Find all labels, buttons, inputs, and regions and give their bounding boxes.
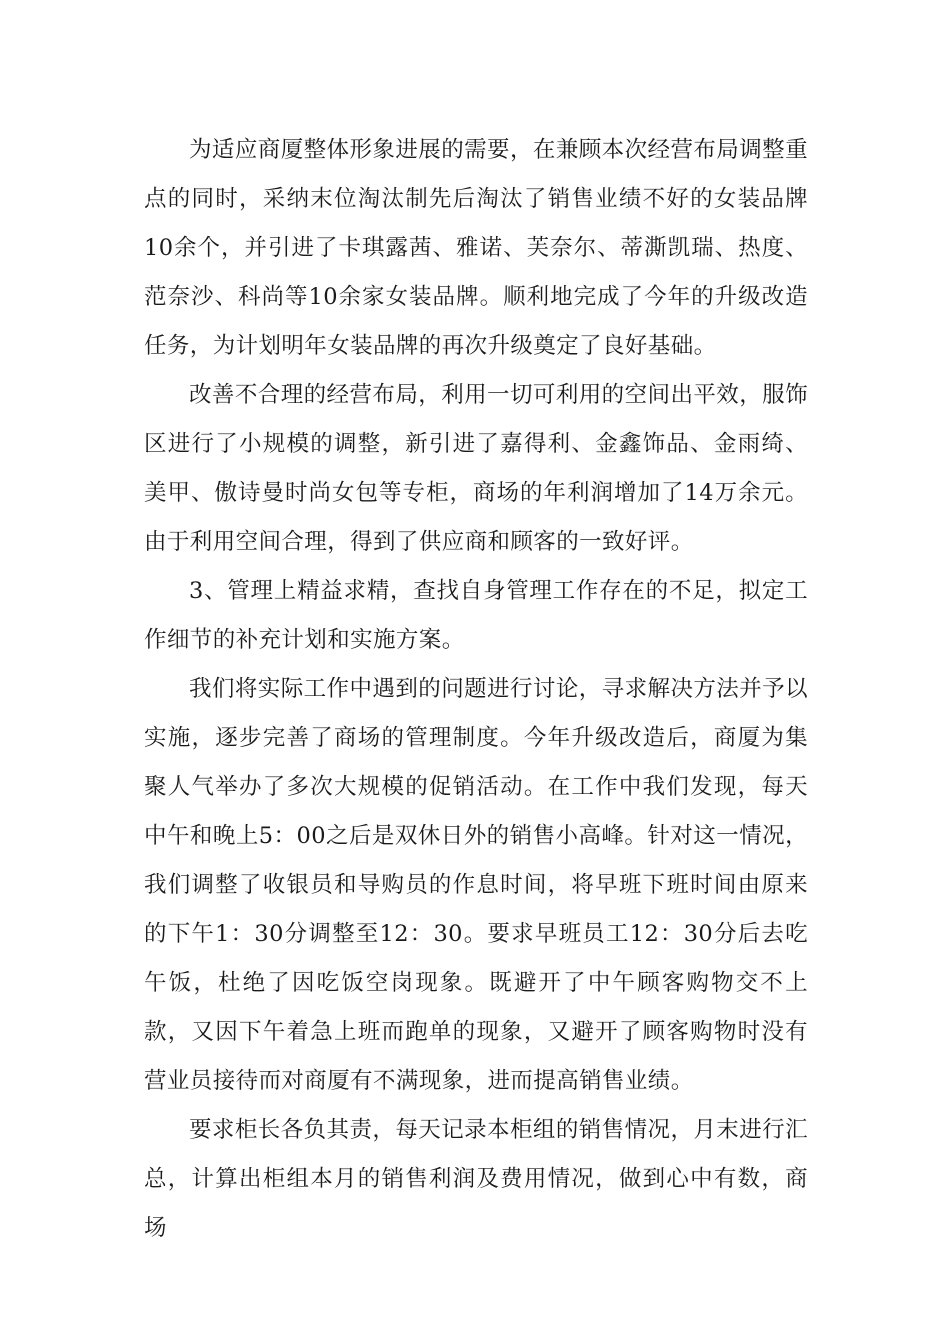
paragraph-management-heading: 3、管理上精益求精，查找自身管理工作存在的不足，拟定工作细节的补充计划和实施方案。: [144, 578, 808, 653]
paragraph-layout-improvement: 改善不合理的经营布局，利用一切可利用的空间出平效，服饰区进行了小规模的调整，新引进了嘉得利、金鑫饰品、金雨绮、美甲、傲诗曼时尚女包等专柜，商场的年利润增加了14万余元。由于利用空间合理，得到了供应商和顾客的一致好评。: [144, 382, 808, 555]
paragraph-brand-elimination: 为适应商厦整体形象进展的需要，在兼顾本次经营布局调整重点的同时，采纳末位淘汰制先后淘汰了销售业绩不好的女装品牌10余个，并引进了卡琪露茜、雅诺、芙奈尔、蒂澌凯瑞、热度、范奈沙、科尚等10余家女装品牌。顺利地完成了今年的升级改造任务，为计划明年女装品牌的再次升级奠定了良好基础。: [144, 137, 808, 359]
paragraph-counter-responsibility: 要求柜长各负其责，每天记录本柜组的销售情况，月末进行汇总，计算出柜组本月的销售利润及费用情况，做到心中有数，商场: [144, 1117, 808, 1241]
document-body: [144, 126, 808, 1253]
paragraph-schedule-adjustment: 我们将实际工作中遇到的问题进行讨论，寻求解决方法并予以实施，逐步完善了商场的管理制度。今年升级改造后，商厦为集聚人气举办了多次大规模的促销活动。在工作中我们发现，每天中午和晚上5：00之后是双休日外的销售小高峰。针对这一情况，我们调整了收银员和导购员的作息时间，将早班下班时间由原来的下午1：30分调整至12：30。要求早班员工12：30分后去吃午饭，杜绝了因吃饭空岗现象。既避开了中午顾客购物交不上款，又因下午着急上班而跑单的现象，又避开了顾客购物时没有营业员接待而对商厦有不满现象，进而提高销售业绩。: [144, 676, 808, 1094]
